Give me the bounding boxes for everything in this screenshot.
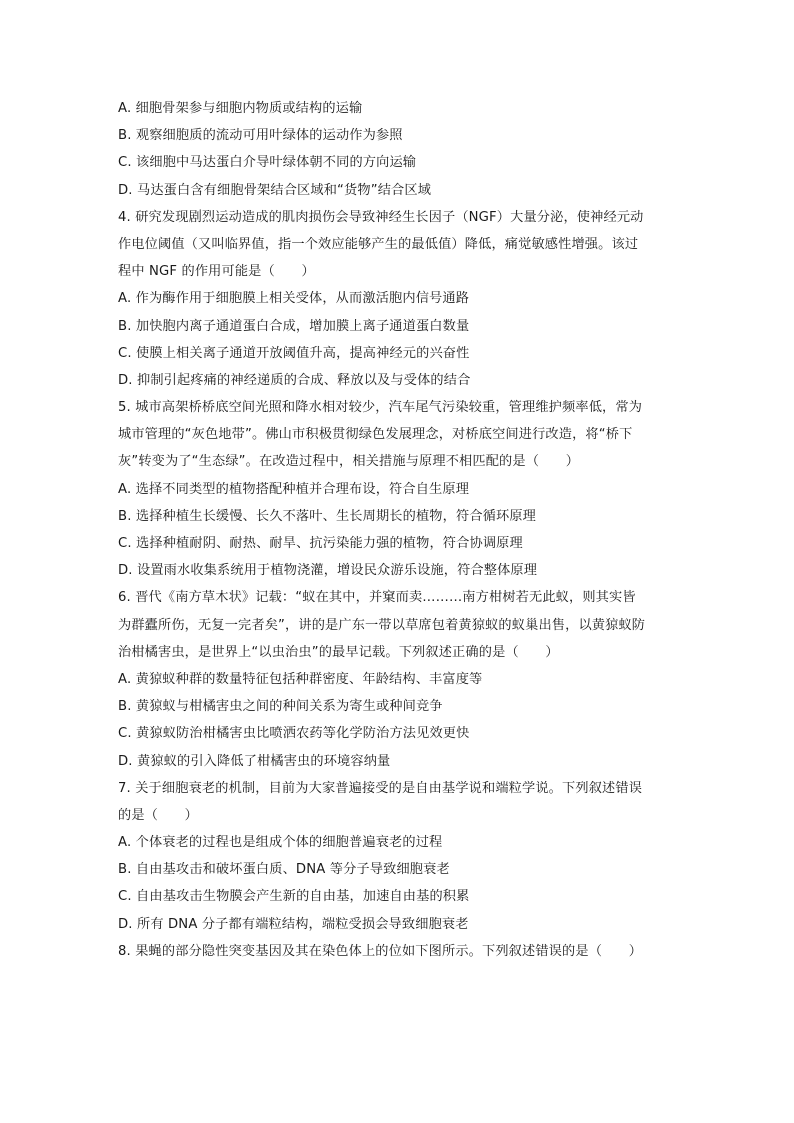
q6-stem-line-3: 治柑橘害虫，是世界上“以虫治虫”的最早记载。下列叙述正确的是（ ） (118, 644, 559, 660)
q3-option-d: D. 马达蛋白含有细胞骨架结合区域和“货物”结合区域 (118, 182, 432, 198)
q4-option-b: B. 加快胞内离子通道蛋白合成，增加膜上离子通道蛋白数量 (118, 318, 470, 334)
q5-stem-line-1: 5. 城市高架桥桥底空间光照和降水相对较少，汽车尾气污染较重，管理维护频率低，常为 (118, 400, 643, 416)
q6-stem-line-2: 为群蠹所伤，无复一完者矣”，讲的是广东一带以草席包着黄猄蚁的蚁巢出售，以黄猄蚁防 (118, 617, 646, 633)
q4-option-d: D. 抑制引起疼痛的神经递质的合成、释放以及与受体的结合 (118, 372, 471, 388)
q6-option-d: D. 黄猄蚁的引入降低了柑橘害虫的环境容纳量 (118, 753, 391, 769)
q7-option-d: D. 所有 DNA 分子都有端粒结构，端粒受损会导致细胞衰老 (118, 916, 469, 932)
q5-option-d: D. 设置雨水收集系统用于植物浇灌，增设民众游乐设施，符合整体原理 (118, 563, 538, 579)
q7-option-c: C. 自由基攻击生物膜会产生新的自由基，加速自由基的积累 (118, 889, 470, 905)
q6-option-a: A. 黄猄蚁种群的数量特征包括种群密度、年龄结构、丰富度等 (118, 671, 483, 687)
q4-option-a: A. 作为酶作用于细胞膜上相关受体，从而激活胞内信号通路 (118, 291, 470, 307)
q5-option-a: A. 选择不同类型的植物搭配种植并合理布设，符合自生原理 (118, 481, 470, 497)
q7-stem-line-2: 的是（ ） (118, 807, 199, 823)
q3-option-c: C. 该细胞中马达蛋白介导叶绿体朝不同的方向运输 (118, 155, 417, 171)
q7-option-a: A. 个体衰老的过程也是组成个体的细胞普遍衰老的过程 (118, 835, 443, 851)
q6-stem-line-1: 6. 晋代《南方草木状》记载：“蚁在其中，并窠而卖………南方柑树若无此蚁，则其实皆 (118, 590, 636, 606)
q5-option-b: B. 选择种植生长缓慢、长久不落叶、生长周期长的植物，符合循环原理 (118, 508, 537, 524)
q5-stem-line-2: 城市管理的“灰色地带”。佛山市积极贯彻绿色发展理念，对桥底空间进行改造，将“桥下 (118, 427, 633, 443)
question-text-block (118, 95, 678, 965)
q4-stem-line-2: 作电位阈值（又叫临界值，指一个效应能够产生的最低值）降低，痛觉敏感性增强。该过 (118, 236, 639, 252)
q8-stem-line-1: 8. 果蝇的部分隐性突变基因及其在染色体上的位如下图所示。下列叙述错误的是（ ） (118, 943, 643, 959)
q3-option-b: B. 观察细胞质的流动可用叶绿体的运动作为参照 (118, 128, 403, 144)
q5-option-c: C. 选择种植耐阴、耐热、耐旱、抗污染能力强的植物，符合协调原理 (118, 536, 523, 551)
q7-option-b: B. 自由基攻击和破坏蛋白质、DNA 等分子导致细胞衰老 (118, 862, 450, 878)
q4-option-c: C. 使膜上相关离子通道开放阈值升高，提高神经元的兴奋性 (118, 345, 470, 361)
q4-stem-line-3: 程中 NGF 的作用可能是（ ） (118, 264, 315, 280)
q4-stem-line-1: 4. 研究发现剧烈运动造成的肌肉损伤会导致神经生长因子（NGF）大量分泌，使神经元动 (118, 209, 644, 225)
q6-option-b: B. 黄猄蚁与柑橘害虫之间的种间关系为寄生或种间竞争 (118, 699, 443, 715)
q6-option-c: C. 黄猄蚁防治柑橘害虫比喷洒农药等化学防治方法见效更快 (118, 726, 470, 742)
q7-stem-line-1: 7. 关于细胞衰老的机制，目前为大家普遍接受的是自由基学说和端粒学说。下列叙述错误 (118, 780, 643, 796)
q3-option-a: A. 细胞骨架参与细胞内物质或结构的运输 (118, 101, 363, 116)
q5-stem-line-3: 灰”转变为了“生态绿”。在改造过程中，相关措施与原理不相匹配的是（ ） (118, 454, 580, 470)
